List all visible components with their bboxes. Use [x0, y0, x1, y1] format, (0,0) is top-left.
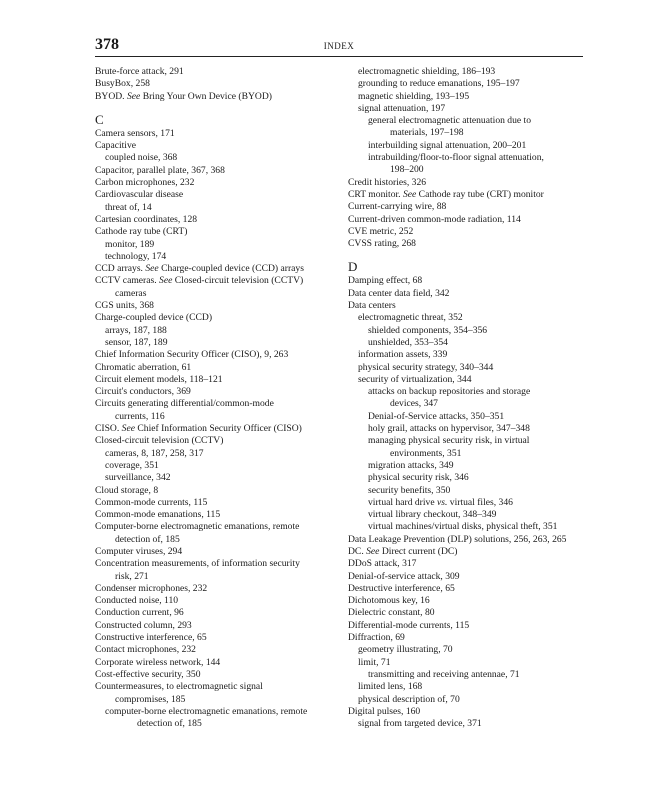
- index-subentry: environments, 351: [390, 447, 462, 459]
- section-letter: C: [95, 111, 104, 127]
- index-subentry: cameras: [115, 287, 147, 299]
- index-subentry: interbuilding signal attenuation, 200–201: [368, 139, 527, 151]
- index-subentry: security of virtualization, 344: [358, 373, 472, 385]
- index-entry: Camera sensors, 171: [95, 127, 175, 139]
- index-entry: Constructive interference, 65: [95, 632, 207, 644]
- index-subentry: materials, 197–198: [390, 127, 464, 139]
- cross-reference-keyword: See: [145, 263, 159, 275]
- index-entry: Closed-circuit television (CCTV): [95, 435, 224, 447]
- index-entry: Countermeasures, to electromagnetic signal: [95, 681, 263, 693]
- index-entry: Data centers: [348, 300, 396, 312]
- cross-reference-keyword: See: [366, 545, 380, 557]
- index-subentry: physical description of, 70: [358, 693, 460, 705]
- index-subentry: risk, 271: [115, 570, 149, 582]
- index-entry: Data center data field, 342: [348, 287, 450, 299]
- index-entry: Circuit's conductors, 369: [95, 386, 191, 398]
- index-entry: Circuits generating differential/common-mode: [95, 398, 274, 410]
- index-entry: Current-driven common-mode radiation, 114: [348, 213, 521, 225]
- index-subentry: migration attacks, 349: [368, 459, 454, 471]
- index-entry: Current-carrying wire, 88: [348, 201, 447, 213]
- index-subentry: sensor, 187, 189: [105, 336, 168, 348]
- index-subentry: surveillance, 342: [105, 472, 171, 484]
- index-subentry: 198–200: [390, 164, 424, 176]
- index-entry: Computer-borne electromagnetic emanations, remote: [95, 521, 300, 533]
- entry-text: Charge-coupled device (CCD) arrays: [158, 263, 304, 275]
- index-entry: Destructive interference, 65: [348, 582, 455, 594]
- index-entry: CVE metric, 252: [348, 225, 414, 237]
- index-entry: [95, 275, 343, 287]
- entry-text: Cathode ray tube (CRT) monitor: [416, 188, 544, 200]
- index-entry: Chief Information Security Officer (CISO), 9, 263: [95, 349, 289, 361]
- cross-reference-keyword: See: [121, 423, 135, 435]
- index-subentry: signal from targeted device, 371: [358, 718, 482, 730]
- cross-reference-keyword: See: [126, 90, 141, 102]
- index-subentry: coverage, 351: [105, 459, 159, 471]
- index-entry: Differential-mode currents, 115: [348, 619, 470, 631]
- cross-reference-keyword: See: [402, 188, 417, 200]
- index-subentry: information assets, 339: [358, 349, 448, 361]
- index-subentry: devices, 347: [390, 398, 438, 410]
- index-subentry: magnetic shielding, 193–195: [358, 90, 470, 102]
- index-subentry: coupled noise, 368: [105, 152, 178, 164]
- index-subentry: detection of, 185: [115, 533, 180, 545]
- index-entry: CGS units, 368: [95, 300, 154, 312]
- index-subentry: compromises, 185: [115, 693, 186, 705]
- index-entry: Brute-force attack, 291: [95, 66, 184, 77]
- page-number: 378: [95, 36, 119, 53]
- index-entry: Diffraction, 69: [348, 632, 405, 644]
- index-subentry: virtual machines/virtual disks, physical theft, 351: [368, 521, 558, 533]
- index-subentry: limit, 71: [358, 656, 391, 668]
- index-column-right: [348, 66, 586, 730]
- index-entry: Circuit element models, 118–121: [95, 373, 223, 385]
- index-subentry: technology, 174: [105, 250, 167, 262]
- index-column-left: [95, 66, 343, 730]
- index-subentry: computer-borne electromagnetic emanations, remote: [105, 705, 308, 717]
- index-subentry: limited lens, 168: [358, 681, 423, 693]
- index-entry: Chromatic aberration, 61: [95, 361, 192, 373]
- entry-text: CCTV cameras.: [95, 275, 160, 287]
- index-entry: Damping effect, 68: [348, 275, 423, 287]
- index-subentry: geometry illustrating, 70: [358, 644, 453, 656]
- entry-text: virtual files, 346: [447, 496, 513, 508]
- page-header: [95, 34, 583, 57]
- index-subentry: [348, 497, 586, 509]
- index-entry: Constructed column, 293: [95, 619, 192, 631]
- index-entry: Capacitive: [95, 140, 137, 152]
- index-subentry: general electromagnetic attenuation due to: [368, 115, 532, 127]
- entry-text: Chief Information Security Officer (CISO): [134, 423, 302, 435]
- index-subentry: shielded components, 354–356: [368, 324, 488, 336]
- index-entry: Cloud storage, 8: [95, 484, 159, 496]
- index-subentry: unshielded, 353–354: [368, 336, 448, 348]
- entry-text: BYOD.: [95, 90, 127, 102]
- index-subentry: intrabuilding/floor-to-floor signal attenuation,: [368, 152, 544, 164]
- index-entry: CVSS rating, 268: [348, 238, 416, 250]
- index-subentry: security benefits, 350: [368, 484, 451, 496]
- index-subentry: grounding to reduce emanations, 195–197: [358, 78, 520, 90]
- index-entry: Computer viruses, 294: [95, 545, 183, 557]
- index-entry: Capacitor, parallel plate, 367, 368: [95, 164, 225, 176]
- index-entry: Corporate wireless network, 144: [95, 656, 221, 668]
- index-entry: Common-mode emanations, 115: [95, 509, 221, 521]
- index-subentry: Denial-of-Service attacks, 350–351: [368, 410, 505, 422]
- index-entry: Charge-coupled device (CCD): [95, 312, 213, 324]
- index-entry: Cost-effective security, 350: [95, 668, 201, 680]
- index-entry: Digital pulses, 160: [348, 705, 421, 717]
- index-subentry: attacks on backup repositories and storage: [368, 386, 531, 398]
- index-entry: Cardiovascular disease: [95, 189, 184, 201]
- entry-text: Closed-circuit television (CCTV): [172, 275, 304, 287]
- index-entry: Condenser microphones, 232: [95, 582, 208, 594]
- index-entry: DDoS attack, 317: [348, 558, 417, 570]
- section-letter: D: [348, 259, 358, 275]
- index-subentry: electromagnetic threat, 352: [358, 312, 463, 324]
- index-entry: [348, 546, 586, 558]
- index-subentry: transmitting and receiving antennae, 71: [368, 668, 520, 680]
- index-entry: Concentration measurements, of information security: [95, 558, 300, 570]
- index-entry: BusyBox, 258: [95, 78, 150, 90]
- index-entry: Contact microphones, 232: [95, 644, 196, 656]
- index-subentry: virtual library checkout, 348–349: [368, 509, 497, 521]
- index-entry: [95, 263, 343, 275]
- index-subentry: electromagnetic shielding, 186–193: [358, 66, 496, 77]
- index-entry: Conducted noise, 110: [95, 595, 179, 607]
- index-subentry: monitor, 189: [105, 238, 155, 250]
- index-subentry: arrays, 187, 188: [105, 324, 167, 336]
- index-subentry: physical security risk, 346: [368, 472, 469, 484]
- cross-reference-keyword: See: [159, 275, 173, 287]
- index-entry: [348, 189, 586, 201]
- entry-text: Direct current (DC): [379, 545, 458, 557]
- index-entry: Dichotomous key, 16: [348, 595, 430, 607]
- index-entry: Denial-of-service attack, 309: [348, 570, 460, 582]
- entry-text: DC.: [348, 545, 367, 557]
- entry-text: Bring Your Own Device (BYOD): [140, 90, 272, 102]
- index-entry: Dielectric constant, 80: [348, 607, 435, 619]
- index-subentry: signal attenuation, 197: [358, 102, 446, 114]
- cross-reference-keyword: vs.: [437, 496, 448, 508]
- index-entry: Cartesian coordinates, 128: [95, 213, 198, 225]
- index-entry: Credit histories, 326: [348, 176, 427, 188]
- index-subentry: currents, 116: [115, 410, 165, 422]
- index-subentry: cameras, 8, 187, 258, 317: [105, 447, 204, 459]
- index-subentry: physical security strategy, 340–344: [358, 361, 494, 373]
- entry-text: CCD arrays.: [95, 263, 146, 275]
- index-subentry: threat of, 14: [105, 201, 152, 213]
- index-entry: Cathode ray tube (CRT): [95, 226, 188, 238]
- index-entry: [95, 91, 343, 103]
- entry-text: virtual hard drive: [368, 496, 437, 508]
- running-head: INDEX: [323, 41, 355, 51]
- entry-text: CISO.: [95, 423, 122, 435]
- index-subentry: holy grail, attacks on hypervisor, 347–348: [368, 423, 530, 435]
- index-entry: Carbon microphones, 232: [95, 177, 195, 189]
- entry-text: CRT monitor.: [348, 188, 403, 200]
- index-subentry: managing physical security risk, in virtual: [368, 435, 530, 447]
- index-subentry: detection of, 185: [137, 718, 202, 730]
- index-entry: Common-mode currents, 115: [95, 496, 208, 508]
- index-entry: Conduction current, 96: [95, 607, 184, 619]
- index-entry: Data Leakage Prevention (DLP) solutions, 256, 263, 265: [348, 533, 567, 545]
- index-entry: [95, 423, 343, 435]
